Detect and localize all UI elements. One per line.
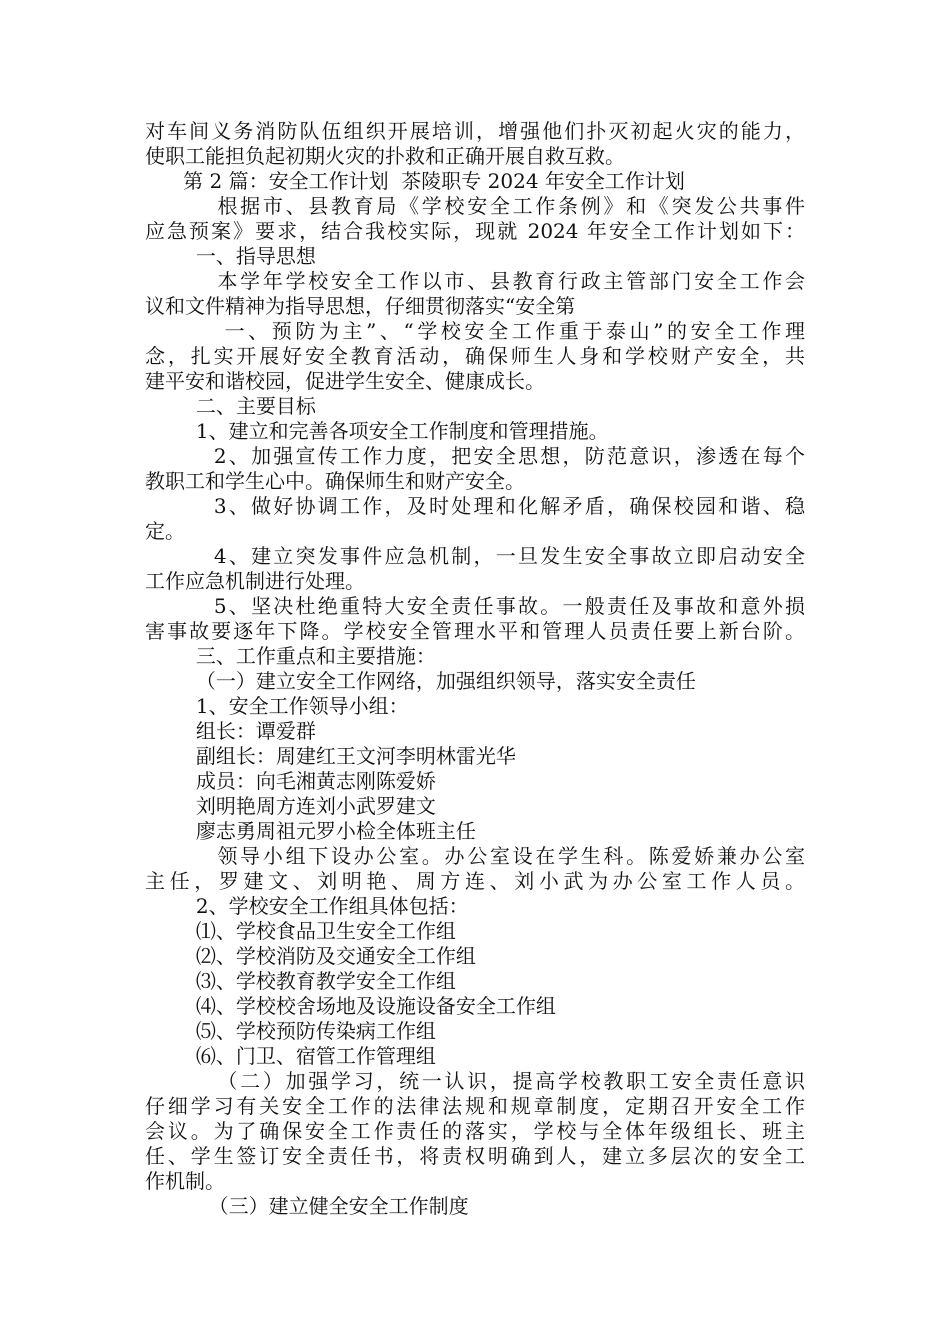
text-line: 议和文件精神为指导思想，仔细贯彻落实“安全第 [145, 294, 576, 318]
text-line: ⑹、门卫、宿管工作管理组 [145, 1044, 436, 1068]
text-line: 害事故要逐年下降。学校安全管理水平和管理人员责任要上新台阶。 [145, 619, 805, 643]
text-line: 组长：谭爱群 [145, 719, 316, 743]
text-line: ⑶、学校教育教学安全工作组 [145, 969, 456, 993]
document-body [145, 119, 805, 1219]
text-line: （一）建立安全工作网络，加强组织领导，落实安全责任 [145, 669, 696, 693]
text-line: 任、学生签订安全责任书，将责权明确到人，建立多层次的安全工 [145, 1144, 805, 1168]
text-line: 领导小组下设办公室。办公室设在学生科。陈爱娇兼办公室 [145, 844, 806, 868]
text-line: ⑸、学校预防传染病工作组 [145, 1019, 436, 1043]
text-line: 根据市、县教育局《学校安全工作条例》和《突发公共事件 [145, 194, 806, 218]
text-line: 应急预案》要求，结合我校实际，现就 2024 年安全工作计划如下： [145, 219, 805, 243]
text-line: 成员：向毛湘黄志刚陈爱娇 [145, 769, 436, 793]
text-line: 本学年学校安全工作以市、县教育行政主管部门安全工作会 [145, 269, 806, 293]
text-line: 一、预防为主”、“学校安全工作重于泰山”的安全工作理 [145, 319, 805, 343]
text-line: 二、主要目标 [145, 394, 316, 418]
text-line: 使职工能担负起初期火灾的扑救和正确开展自救互救。 [145, 144, 625, 168]
text-line: 5、坚决杜绝重特大安全责任事故。一般责任及事故和意外损 [145, 594, 805, 618]
text-line: 三、工作重点和主要措施： [145, 644, 436, 668]
text-line: 工作应急机制进行处理。 [145, 569, 365, 593]
text-line: 4、建立突发事件应急机制，一旦发生安全事故立即启动安全 [145, 544, 805, 568]
text-line: 作机制。 [145, 1169, 225, 1193]
text-line: 第 2 篇：安全工作计划 茶陵职专 2024 年安全工作计划 [145, 169, 685, 193]
text-line: 仔细学习有关安全工作的法律法规和规章制度，定期召开安全工作 [145, 1094, 805, 1118]
text-line: 对车间义务消防队伍组织开展培训，增强他们扑灭初起火灾的能力， [145, 119, 805, 143]
text-line: （二）加强学习，统一认识，提高学校教职工安全责任意识 [145, 1069, 806, 1093]
text-line: 会议。为了确保安全工作责任的落实，学校与全体年级组长、班主 [145, 1119, 805, 1143]
text-line: 主任，罗建文、刘明艳、周方连、刘小武为办公室工作人员。 [145, 869, 805, 893]
text-line: 念，扎实开展好安全教育活动，确保师生人身和学校财产安全，共 [145, 344, 805, 368]
text-line: 1、安全工作领导小组： [145, 694, 409, 718]
text-line: 教职工和学生心中。确保师生和财产安全。 [145, 469, 525, 493]
text-line: 副组长：周建红王文河李明林雷光华 [145, 744, 516, 768]
text-line: 2、学校安全工作组具体包括： [145, 894, 469, 918]
text-line: 3、做好协调工作，及时处理和化解矛盾，确保校园和谐、稳 [145, 494, 805, 518]
text-line: 刘明艳周方连刘小武罗建文 [145, 794, 436, 818]
text-line: 一、指导思想 [145, 244, 316, 268]
text-line: ⑴、学校食品卫生安全工作组 [145, 919, 456, 943]
text-line: 建平安和谐校园，促进学生安全、健康成长。 [145, 369, 545, 393]
text-line: 2、加强宣传工作力度，把安全思想，防范意识，渗透在每个 [145, 444, 805, 468]
text-line: 1、建立和完善各项安全工作制度和管理措施。 [145, 419, 609, 443]
text-line: 定。 [145, 519, 185, 543]
text-line: ⑷、学校校舍场地及设施设备安全工作组 [145, 994, 556, 1018]
text-line: 廖志勇周祖元罗小检全体班主任 [145, 819, 476, 843]
text-line: ⑵、学校消防及交通安全工作组 [145, 944, 476, 968]
text-line: （三）建立健全安全工作制度 [145, 1194, 469, 1218]
